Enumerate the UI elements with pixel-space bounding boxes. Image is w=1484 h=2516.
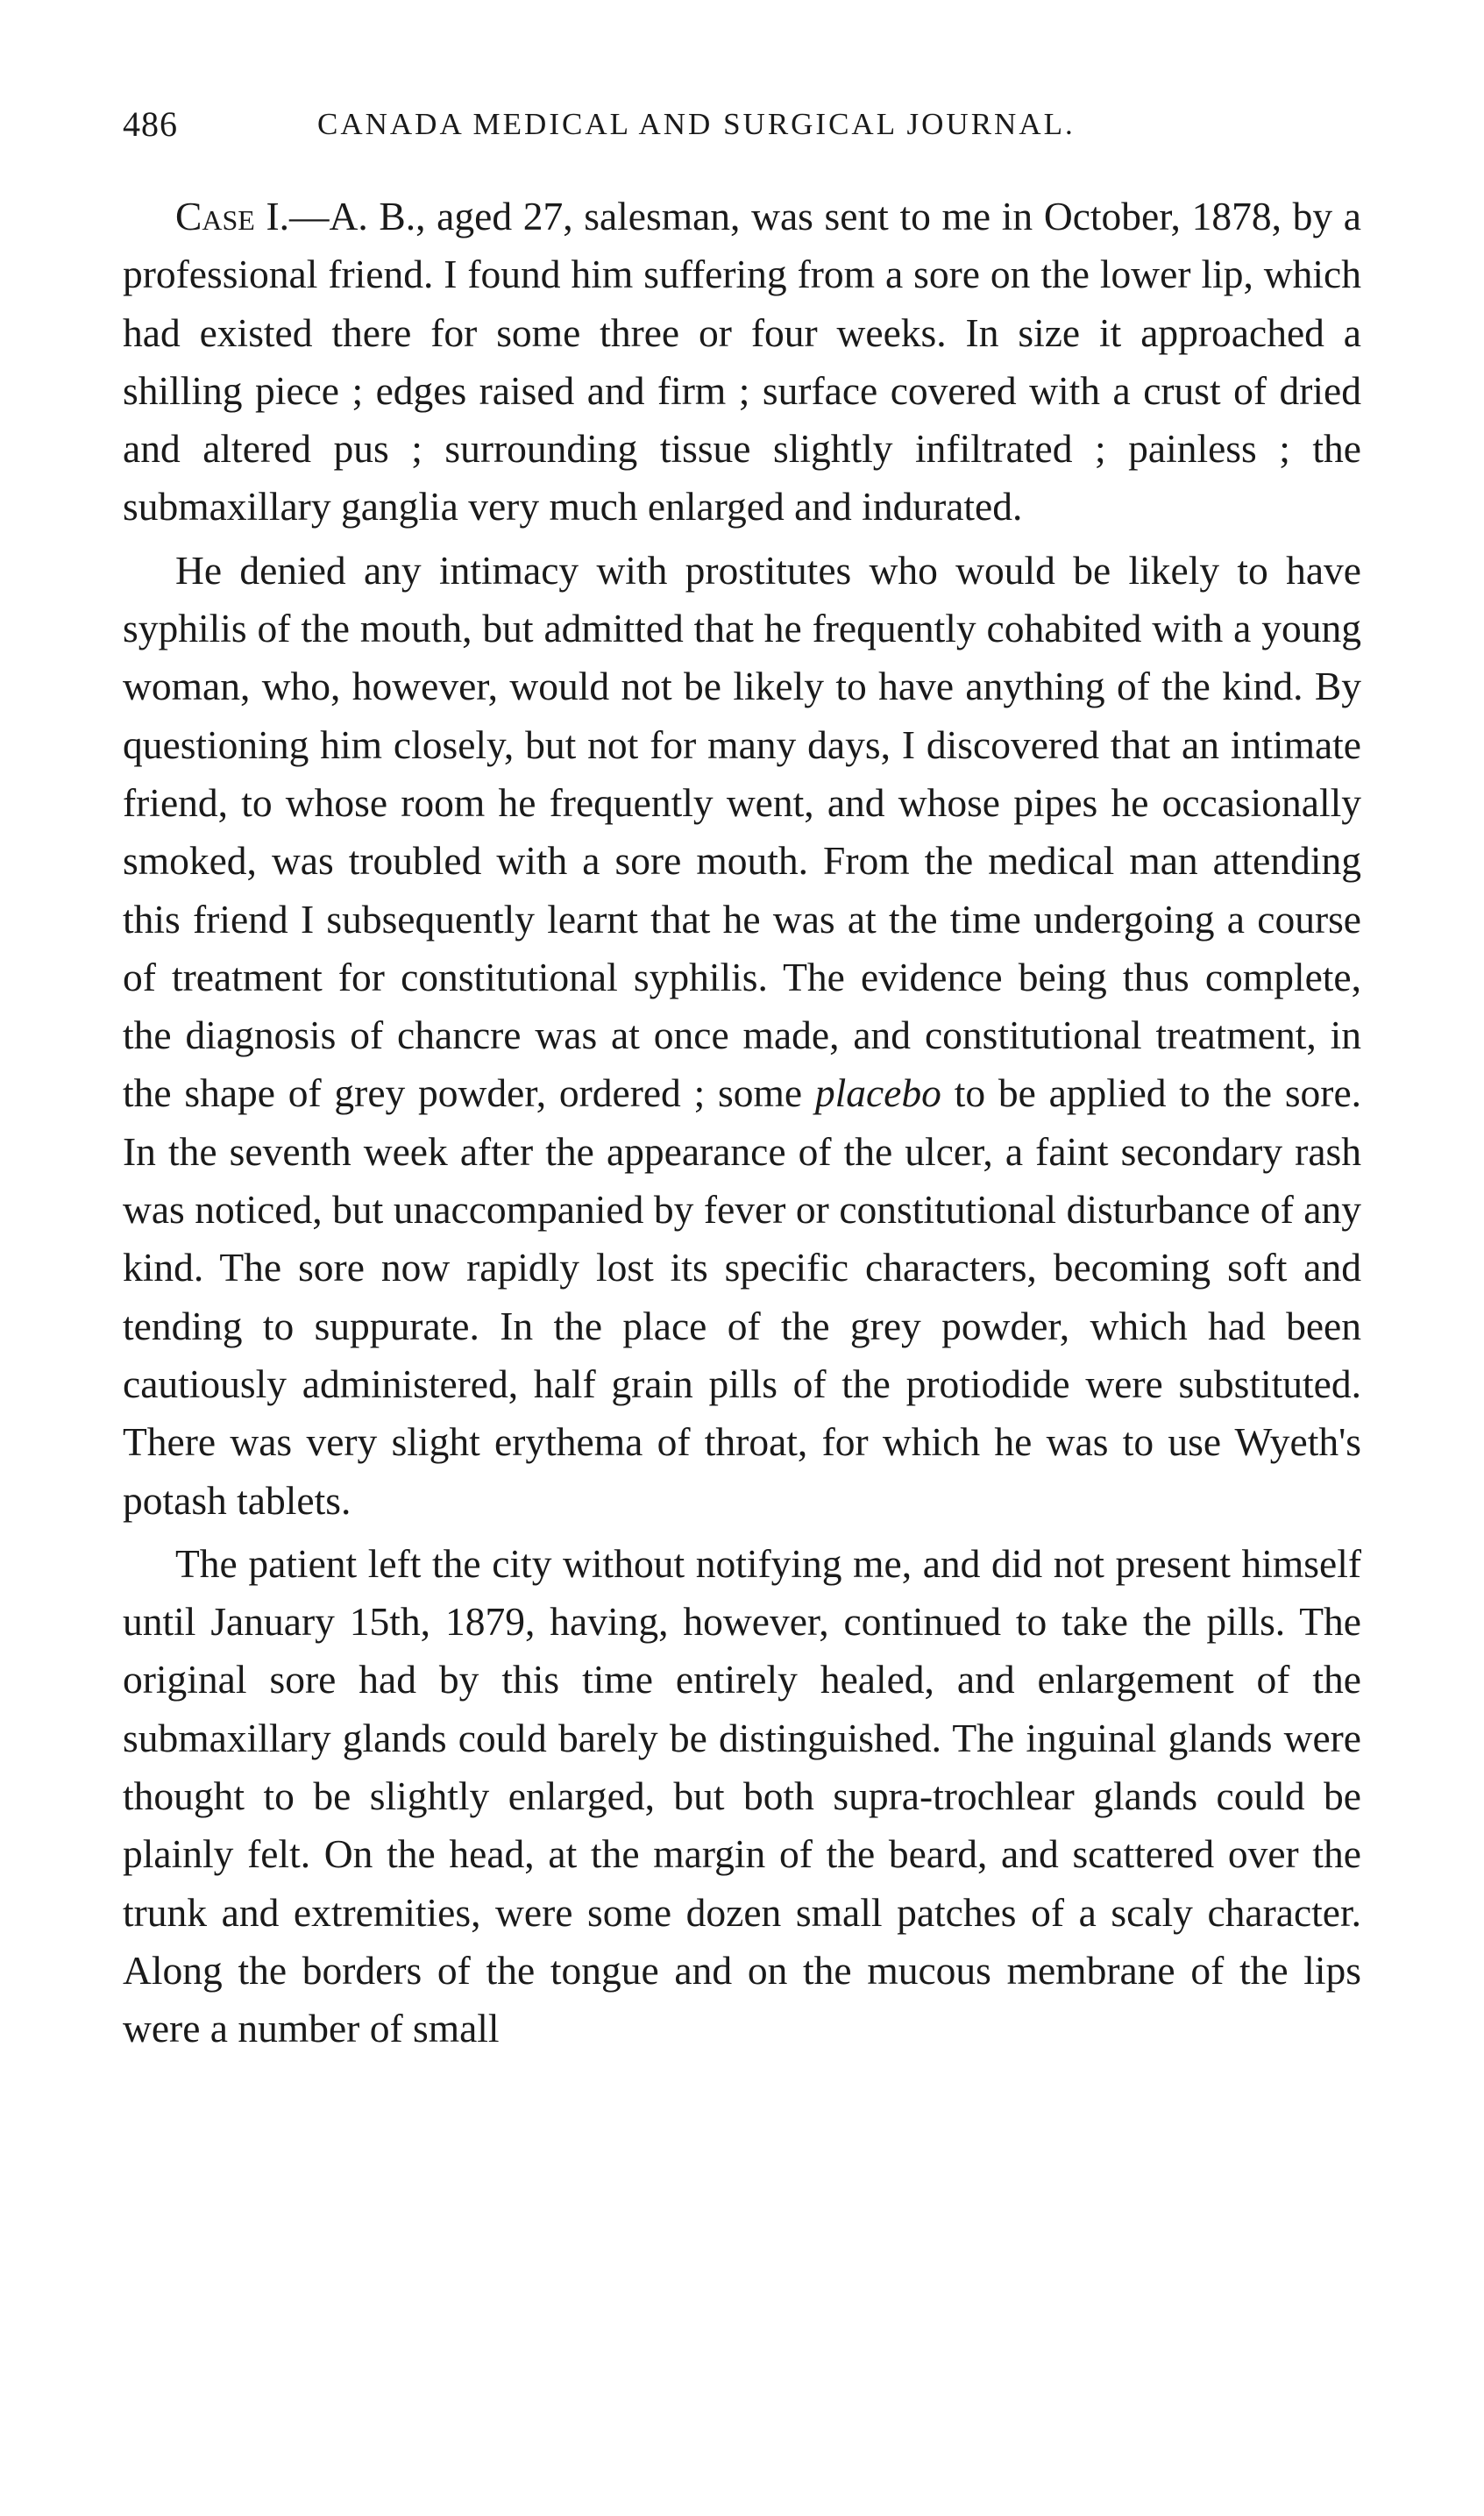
emphasis-placebo: placebo (814, 1070, 941, 1116)
paragraph-case-intro (123, 188, 1361, 537)
paragraph-text: He denied any intimacy with prostitutes who would be likely to have syphilis of the mouth, but admitted that he frequently cohabited with a young woman, who, however, would not be likely to have anything of the kind. By questioning him closely, but not for many days, I discovered that an intimate friend, to whose room he frequently went, and whose pipes he occasionally smoked, was troubled with a sore mouth. From the medical man attending this friend I subsequently learnt that he was at the time undergoing a course of treatment for constitutional syphilis. The evidence being thus complete, the diagnosis of chancre was at once made, and constitutional treatment, in the shape of grey powder, ordered ; some (123, 547, 1361, 1116)
page-number: 486 (123, 104, 178, 144)
case-label: Case (175, 194, 255, 238)
paragraph-text: The patient left the city without notifying me, and did not present himself until January 15th, 1879, having, however, continued to take the pills. The original sore had by this time entirely healed, and enlargement of the submaxillary glands could barely be distinguished. The inguinal glands were thought to be slightly enlarged, but both supra-trochlear glands could be plainly felt. On the head, at the margin of the beard, and scattered over the trunk and extremities, were some dozen small patches of a scaly character. Along the borders of the tongue and on the mucous membrane of the lips were a number of small (123, 1540, 1361, 2051)
running-title: CANADA MEDICAL AND SURGICAL JOURNAL. (317, 107, 1076, 141)
paragraph-diagnosis (123, 542, 1361, 1530)
paragraph-text: I.—A. B., aged 27, salesman, was sent to me in October, 1878, by a professional friend. I found him suffering from a sore on the lower lip, which had existed there for some three or four weeks. In size it approached a shilling piece ; edges raised and firm ; surface covered with a crust of dried and altered pus ; surrounding tissue slightly infiltrated ; painless ; the submaxillary ganglia very much enlarged and indurated. (123, 194, 1362, 529)
paragraph-follow-up (123, 1535, 1361, 2058)
page-header (123, 103, 1350, 156)
paragraph-text: to be applied to the sore. In the seventh week after the appearance of the ulcer, a faint secondary rash was noticed, but unaccompanied by fever or constitutional disturbance of any kind. The sore now rapidly lost its specific characters, becoming soft and tending to suppurate. In the place of the grey powder, which had been cautiously administered, half grain pills of the protiodide were substituted. There was very slight erythema of throat, for which he was to use Wyeth's potash tablets. (123, 1070, 1362, 1523)
article-body (123, 188, 1361, 2058)
